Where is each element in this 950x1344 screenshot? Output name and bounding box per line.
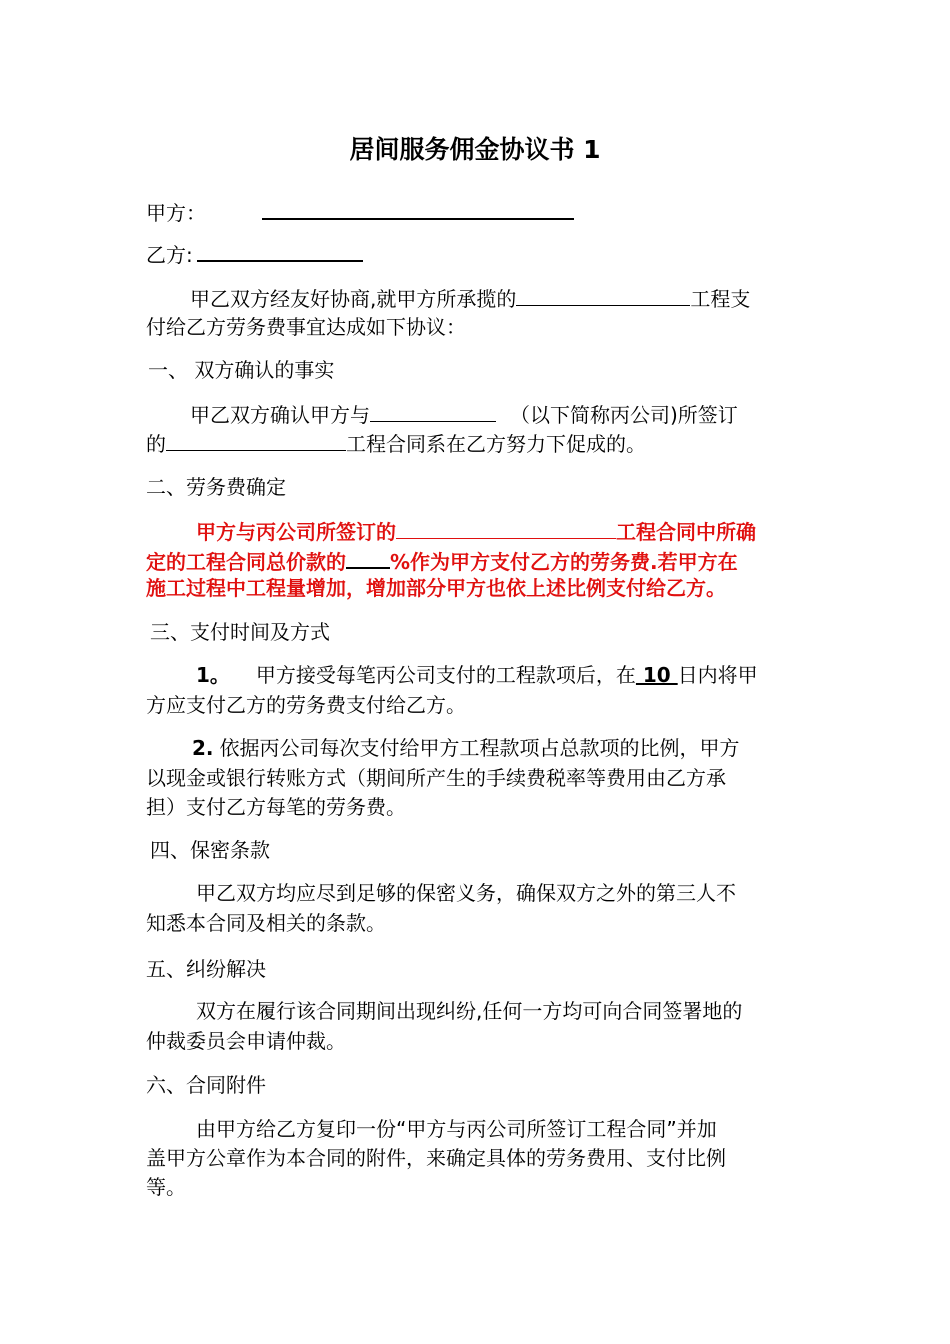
party-a-label: 甲方： — [146, 201, 206, 225]
intro-text-2: 工程支 — [690, 287, 751, 311]
intro-text-1: 甲乙双方经友好协商,就甲方所承揽的 — [190, 287, 517, 311]
section-4-heading: 四、保密条款 — [150, 838, 270, 862]
party-a-row — [146, 198, 806, 225]
section-2-text-3: 定的工程合同总价款的 — [146, 550, 346, 574]
section-4-line-2: 知悉本合同及相关的条款。 — [146, 911, 386, 935]
section-6-heading: 六、合同附件 — [146, 1073, 266, 1097]
section-3-item-2-line-1 — [192, 736, 806, 760]
section-3-item-1-line-2: 方应支付乙方的劳务费支付给乙方。 — [146, 693, 466, 717]
section-1-text-3: 的 — [146, 432, 166, 456]
section-1-text-4: 工程合同系在乙方努力下促成的。 — [346, 432, 646, 456]
section-3-item-1-number: 1。 — [196, 663, 230, 687]
section-3-item-1-text-1: 甲方接受每笔丙公司支付的工程款项后，在 — [255, 663, 636, 687]
section-2-text-4: %作为甲方支付乙方的劳务费.若甲方在 — [390, 550, 738, 574]
intro-project-blank — [516, 285, 690, 306]
section-2-percent-blank — [346, 547, 390, 569]
section-1-line-1 — [190, 401, 806, 427]
section-1-company-blank — [370, 401, 496, 422]
section-1-heading: 一、 双方确认的事实 — [148, 358, 335, 382]
section-3-item-2-number: 2. — [192, 736, 214, 760]
section-3-item-1-text-2: 日内将甲 — [677, 663, 758, 687]
intro-line-1 — [190, 285, 806, 311]
section-1-text-2: （以下简称丙公司)所签订 — [510, 403, 738, 427]
section-1-project-blank — [166, 430, 346, 451]
section-2-text-1: 甲方与丙公司所签订的 — [196, 520, 396, 544]
section-2-line-2 — [146, 547, 806, 574]
section-2-heading: 二、劳务费确定 — [146, 475, 286, 499]
section-4-line-1: 甲乙双方均应尽到足够的保密义务，确保双方之外的第三人不 — [196, 881, 736, 905]
section-3-item-2-line-3: 担）支付乙方每笔的劳务费。 — [146, 795, 406, 819]
section-1-line-2 — [146, 430, 806, 456]
section-6-line-1: 由甲方给乙方复印一份“甲方与丙公司所签订工程合同”并加 — [196, 1117, 717, 1141]
document-title: 居间服务佣金协议书 1 — [349, 135, 601, 164]
section-1-text-1: 甲乙双方确认甲方与 — [190, 403, 370, 427]
party-a-blank — [262, 198, 574, 220]
section-3-item-2-line-2: 以现金或银行转账方式（期间所产生的手续费税率等费用由乙方承 — [146, 766, 726, 790]
intro-line-2: 付给乙方劳务费事宜达成如下协议： — [146, 315, 466, 339]
section-5-heading: 五、纠纷解决 — [146, 957, 266, 981]
party-b-label: 乙方: — [146, 243, 193, 267]
section-3-item-1-days: 10 — [635, 663, 678, 687]
section-6-line-3: 等。 — [146, 1175, 186, 1199]
section-2-line-3: 施工过程中工程量增加，增加部分甲方也依上述比例支付给乙方。 — [146, 576, 726, 600]
section-3-item-1-line-1 — [196, 663, 806, 687]
section-3-item-2-text-1: 依据丙公司每次支付给甲方工程款项占总款项的比例，甲方 — [219, 736, 740, 760]
section-2-text-2: 工程合同中所确 — [616, 520, 756, 544]
section-5-line-1: 双方在履行该合同期间出现纠纷,任何一方均可向合同签署地的 — [196, 999, 743, 1023]
section-6-line-2: 盖甲方公章作为本合同的附件，来确定具体的劳务费用、支付比例 — [146, 1146, 726, 1170]
party-b-blank — [197, 240, 363, 262]
party-b-row — [146, 240, 806, 267]
section-2-project-blank — [396, 518, 616, 539]
section-5-line-2: 仲裁委员会申请仲裁。 — [146, 1029, 346, 1053]
section-2-line-1 — [196, 518, 806, 544]
section-3-heading: 三、支付时间及方式 — [150, 620, 330, 644]
